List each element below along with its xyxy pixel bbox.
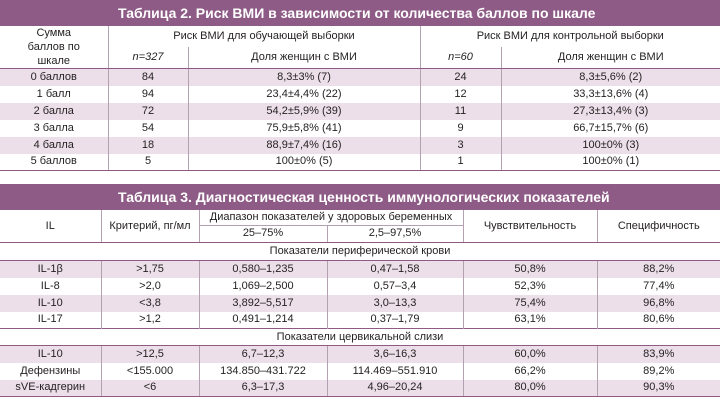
sensitivity-cell: 80,0% <box>463 380 597 397</box>
train-share-cell: 54,2±5,9% (39) <box>188 103 420 120</box>
control-n-cell: 24 <box>420 69 501 86</box>
table-row <box>0 295 720 312</box>
table-2-title: Таблица 2. Риск ВМИ в зависимости от количества баллов по шкале <box>0 0 720 26</box>
control-share-cell: 33,3±13,6% (4) <box>501 86 720 103</box>
table-row <box>0 137 720 154</box>
criterion-cell: >1,2 <box>101 312 199 329</box>
train-share-cell: 75,9±5,8% (41) <box>188 120 420 137</box>
train-n-cell: 5 <box>108 154 188 171</box>
train-share-cell: 8,3±3% (7) <box>188 69 420 86</box>
table-row <box>0 363 720 380</box>
il-cell: IL-1β <box>37 262 63 275</box>
range-2-97-header: 2,5–97,5% <box>327 225 463 242</box>
sensitivity-cell: 60,0% <box>463 346 597 363</box>
train-group-header: Риск ВМИ для обучающей выборки <box>108 26 420 47</box>
control-n-cell: 12 <box>420 86 501 103</box>
control-share-cell: 27,3±13,4% (3) <box>501 103 720 120</box>
table-row <box>0 69 720 86</box>
control-share-header: Доля женщин с ВМИ <box>501 47 720 68</box>
specificity-column-header: Специфичность <box>597 210 720 243</box>
score-column-header: Сумма баллов по шкале <box>0 26 108 69</box>
train-n-cell: 72 <box>108 103 188 120</box>
criterion-cell: <3,8 <box>101 295 199 312</box>
il-cell: Дефензины <box>20 364 81 377</box>
il-cell: IL-17 <box>37 313 63 326</box>
table-row <box>0 103 720 120</box>
section-blood-header: Показатели периферической крови <box>0 243 720 261</box>
sensitivity-cell: 63,1% <box>463 312 597 329</box>
score-cell: 2 балла <box>33 104 74 117</box>
score-cell: 1 балл <box>36 87 71 100</box>
score-cell: 4 балла <box>33 138 74 151</box>
table-2-grid <box>0 26 720 171</box>
train-n-cell: 84 <box>108 69 188 86</box>
sensitivity-column-header: Чувствительность <box>463 210 597 243</box>
train-share-cell: 100±0% (5) <box>188 154 420 171</box>
range-25-75-cell: 3,892–5,517 <box>199 295 327 312</box>
train-n-cell: 18 <box>108 137 188 154</box>
control-n-cell: 9 <box>420 120 501 137</box>
range-2-97-cell: 0,57–3,4 <box>327 278 463 295</box>
control-share-cell: 100±0% (1) <box>501 154 720 171</box>
table-row <box>0 154 720 171</box>
criterion-cell: <6 <box>101 380 199 397</box>
train-n-cell: 94 <box>108 86 188 103</box>
control-share-cell: 66,7±15,7% (6) <box>501 120 720 137</box>
sensitivity-cell: 66,2% <box>463 363 597 380</box>
table-row <box>0 120 720 137</box>
section-mucus-header: Показатели цервикальной слизи <box>0 329 720 346</box>
train-n-cell: 54 <box>108 120 188 137</box>
range-2-97-cell: 4,96–20,24 <box>327 380 463 397</box>
il-cell: IL-8 <box>40 279 60 292</box>
control-share-cell: 8,3±5,6% (2) <box>501 69 720 86</box>
table-2 <box>0 0 720 171</box>
control-share-cell: 100±0% (3) <box>501 137 720 154</box>
criterion-cell: >2,0 <box>101 278 199 295</box>
table-row <box>0 346 720 363</box>
specificity-cell: 77,4% <box>597 278 720 295</box>
train-n-header: n=327 <box>108 47 188 68</box>
control-n-cell: 1 <box>420 154 501 171</box>
range-2-97-cell: 0,37–1,79 <box>327 312 463 329</box>
range-25-75-header: 25–75% <box>199 225 327 242</box>
range-2-97-cell: 0,47–1,58 <box>327 261 463 278</box>
criterion-cell: >12,5 <box>101 346 199 363</box>
sensitivity-cell: 52,3% <box>463 278 597 295</box>
score-cell: 5 баллов <box>0 154 108 171</box>
control-n-cell: 3 <box>420 137 501 154</box>
il-cell: IL-10 <box>37 347 63 360</box>
range-2-97-cell: 3,0–13,3 <box>327 295 463 312</box>
il-column-header: IL <box>0 210 101 243</box>
specificity-cell: 96,8% <box>597 295 720 312</box>
table-row <box>0 261 720 278</box>
table-row <box>0 312 720 329</box>
table-row <box>0 278 720 295</box>
range-25-75-cell: 134.850–431.722 <box>199 363 327 380</box>
il-cell: sVE-кадгерин <box>0 380 101 397</box>
table-3-title: Таблица 3. Диагностическая ценность иммунологических показателей <box>0 184 720 210</box>
specificity-cell: 90,3% <box>597 380 720 397</box>
criterion-cell: >1,75 <box>101 261 199 278</box>
control-n-cell: 11 <box>420 103 501 120</box>
range-25-75-cell: 6,3–17,3 <box>199 380 327 397</box>
table-row <box>0 86 720 103</box>
train-share-header: Доля женщин с ВМИ <box>188 47 420 68</box>
score-cell: 0 баллов <box>30 70 77 83</box>
range-25-75-cell: 0,580–1,235 <box>199 261 327 278</box>
table-row <box>0 380 720 397</box>
specificity-cell: 80,6% <box>597 312 720 329</box>
train-share-cell: 23,4±4,4% (22) <box>188 86 420 103</box>
specificity-cell: 89,2% <box>597 363 720 380</box>
specificity-cell: 88,2% <box>597 261 720 278</box>
table-3 <box>0 184 720 397</box>
train-share-cell: 88,9±7,4% (16) <box>188 137 420 154</box>
range-25-75-cell: 1,069–2,500 <box>199 278 327 295</box>
range-25-75-cell: 6,7–12,3 <box>199 346 327 363</box>
sensitivity-cell: 50,8% <box>463 261 597 278</box>
range-2-97-cell: 3,6–16,3 <box>327 346 463 363</box>
range-2-97-cell: 114.469–551.910 <box>327 363 463 380</box>
il-cell: IL-10 <box>37 296 63 309</box>
criterion-column-header: Критерий, пг/мл <box>101 210 199 243</box>
range-group-header: Диапазон показателей у здоровых беременных <box>199 210 463 225</box>
control-n-header: n=60 <box>420 47 501 68</box>
table-3-grid <box>0 210 720 397</box>
sensitivity-cell: 75,4% <box>463 295 597 312</box>
control-group-header: Риск ВМИ для контрольной выборки <box>420 26 720 47</box>
specificity-cell: 83,9% <box>597 346 720 363</box>
score-cell: 3 балла <box>33 121 74 134</box>
range-25-75-cell: 0,491–1,214 <box>199 312 327 329</box>
criterion-cell: <155.000 <box>101 363 199 380</box>
